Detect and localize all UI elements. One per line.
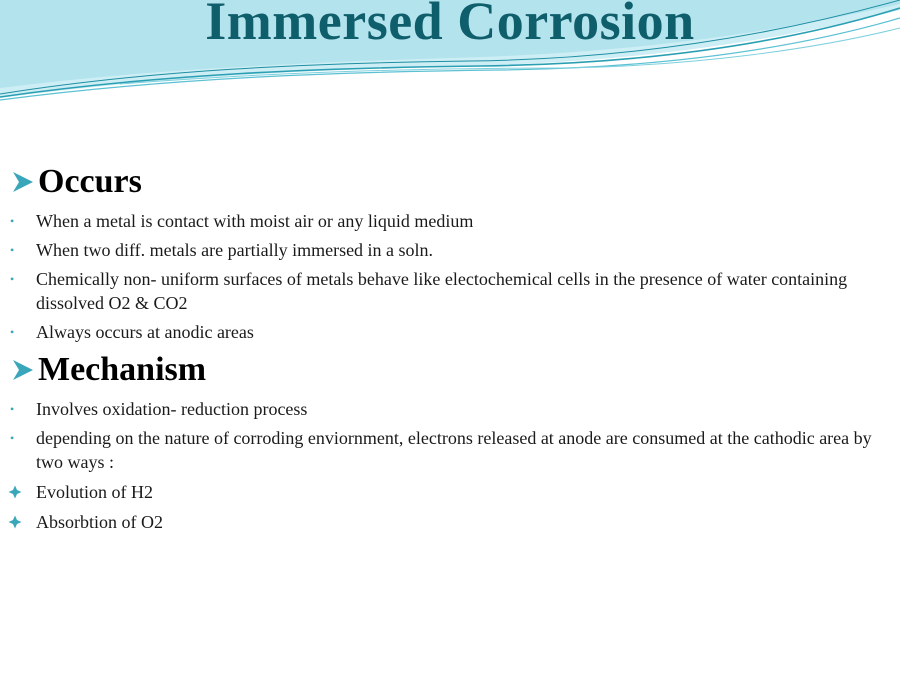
list-item (8, 426, 888, 474)
list-item-text: depending on the nature of corroding enviornment, electrons released at anode are consumed at the cathodic area by two ways : (36, 428, 872, 472)
bullet-list (8, 397, 888, 534)
list-item (8, 209, 888, 233)
arrow-bullet-icon (10, 169, 36, 195)
list-item-text: Chemically non- uniform surfaces of metals behave like electochemical cells in the presence of water containing dissolved O2 & CO2 (36, 269, 848, 313)
diamond-bullet-icon (8, 485, 22, 499)
list-item-text: When two diff. metals are partially immersed in a soln. (36, 240, 434, 260)
bullet-dot-icon: • (10, 214, 15, 228)
section-heading (8, 348, 888, 392)
bullet-dot-icon: • (10, 272, 15, 286)
list-item-text: Absorbtion of O2 (36, 512, 163, 532)
list-item (8, 320, 888, 344)
list-item (8, 510, 888, 534)
bullet-dot-icon: • (10, 325, 15, 339)
bullet-list (8, 209, 888, 344)
list-item (8, 238, 888, 262)
bullet-dot-icon: • (10, 431, 15, 445)
bullet-dot-icon: • (10, 243, 15, 257)
section-mechanism (8, 348, 888, 534)
list-item-text: Always occurs at anodic areas (36, 322, 254, 342)
section-heading-label: Occurs (38, 163, 142, 200)
list-item (8, 397, 888, 421)
list-item-text: Evolution of H2 (36, 482, 153, 502)
section-heading-label: Mechanism (38, 351, 207, 388)
list-item-text: Involves oxidation- reduction process (36, 399, 308, 419)
list-item-text: When a metal is contact with moist air or any liquid medium (36, 211, 474, 231)
section-heading (8, 160, 888, 204)
slide-content (8, 160, 888, 534)
bullet-dot-icon: • (10, 402, 15, 416)
arrow-bullet-icon (10, 357, 36, 383)
list-item (8, 267, 888, 315)
section-occurs (8, 160, 888, 344)
list-item (8, 480, 888, 504)
slide-title: Immersed Corrosion (205, 0, 695, 51)
diamond-bullet-icon (8, 515, 22, 529)
